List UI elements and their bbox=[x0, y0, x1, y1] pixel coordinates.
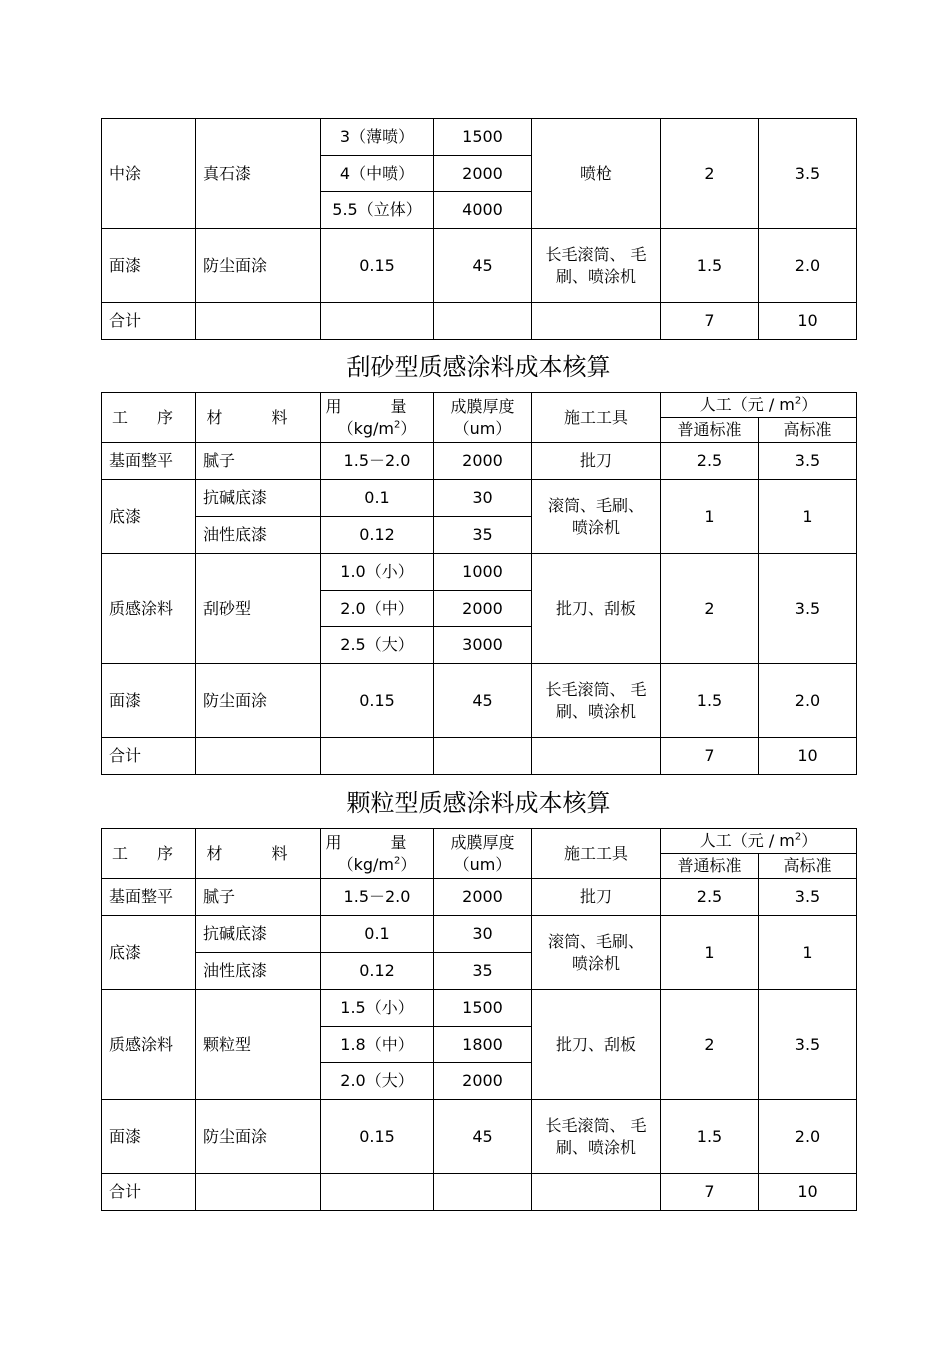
tool-line: 刷、喷涂机 bbox=[555, 701, 636, 721]
usage-cell: 1.0（小） bbox=[321, 554, 434, 591]
table-row bbox=[102, 1100, 857, 1174]
usage-cell: 1.5－2.0 bbox=[321, 443, 434, 480]
tool-cell: 批刀 bbox=[532, 879, 661, 916]
labor-high-cell: 1 bbox=[759, 916, 857, 990]
empty-cell bbox=[321, 303, 434, 340]
film-cell: 35 bbox=[434, 517, 532, 554]
stage-cell: 基面整平 bbox=[102, 879, 196, 916]
tool-line: 滚筒、毛刷、 bbox=[547, 931, 644, 951]
table-row bbox=[102, 879, 857, 916]
usage-cell: 3（薄喷） bbox=[321, 119, 434, 156]
labor-normal-cell: 1.5 bbox=[661, 229, 759, 303]
labor-normal-cell: 2 bbox=[661, 990, 759, 1100]
film-cell: 2000 bbox=[434, 591, 532, 627]
header-row bbox=[102, 829, 857, 854]
table-row bbox=[102, 480, 857, 517]
labor-high-cell: 2.0 bbox=[759, 664, 857, 738]
labor-high-cell: 3.5 bbox=[759, 443, 857, 480]
usage-cell: 5.5（立体） bbox=[321, 192, 434, 229]
tool-line: 长毛滚筒、 毛 bbox=[545, 1115, 647, 1135]
empty-cell bbox=[532, 738, 661, 775]
header-tool: 施工工具 bbox=[532, 829, 661, 879]
empty-cell bbox=[532, 303, 661, 340]
empty-cell bbox=[196, 1174, 321, 1211]
usage-cell: 2.0（中） bbox=[321, 591, 434, 627]
total-label-cell: 合计 bbox=[102, 738, 196, 775]
labor-normal-cell: 2.5 bbox=[661, 879, 759, 916]
material-cell: 防尘面涂 bbox=[196, 664, 321, 738]
tool-line: 刷、喷涂机 bbox=[555, 1137, 636, 1157]
header-text: 工 序 bbox=[111, 843, 186, 863]
usage-cell: 2.0（大） bbox=[321, 1063, 434, 1100]
header-film bbox=[434, 393, 532, 443]
material-cell: 颗粒型 bbox=[196, 990, 321, 1100]
header-text: （um） bbox=[453, 854, 512, 874]
tool-cell bbox=[532, 916, 661, 990]
film-cell: 30 bbox=[434, 480, 532, 517]
total-label-cell: 合计 bbox=[102, 303, 196, 340]
tool-line: 喷涂机 bbox=[571, 953, 620, 973]
labor-high-cell: 10 bbox=[759, 303, 857, 340]
header-normal: 普通标准 bbox=[661, 418, 759, 443]
film-cell: 4000 bbox=[434, 192, 532, 229]
material-cell: 腻子 bbox=[196, 443, 321, 480]
labor-high-cell: 3.5 bbox=[759, 879, 857, 916]
film-cell: 3000 bbox=[434, 627, 532, 664]
labor-high-cell: 1 bbox=[759, 480, 857, 554]
header-text: $(kg/m^2)$ bbox=[337, 854, 417, 874]
film-cell: 45 bbox=[434, 664, 532, 738]
tool-cell: 批刀、刮板 bbox=[532, 990, 661, 1100]
empty-cell bbox=[434, 1174, 532, 1211]
empty-cell bbox=[532, 1174, 661, 1211]
header-text: 用 量 bbox=[325, 832, 429, 852]
material-cell: 防尘面涂 bbox=[196, 1100, 321, 1174]
material-cell: 油性底漆 bbox=[196, 953, 321, 990]
usage-cell: 0.1 bbox=[321, 916, 434, 953]
header-material bbox=[196, 829, 321, 879]
material-cell: 腻子 bbox=[196, 879, 321, 916]
film-cell: 2000 bbox=[434, 443, 532, 480]
usage-cell: 0.12 bbox=[321, 517, 434, 554]
labor-high-cell: 3.5 bbox=[759, 119, 857, 229]
material-cell: 抗碱底漆 bbox=[196, 480, 321, 517]
header-high: 高标准 bbox=[759, 854, 857, 879]
empty-cell bbox=[321, 1174, 434, 1211]
header-usage bbox=[321, 393, 434, 443]
table-guasha bbox=[101, 392, 857, 775]
header-text: 用 量 bbox=[325, 396, 429, 416]
table-row bbox=[102, 303, 857, 340]
header-text: 成膜厚度 bbox=[450, 832, 515, 852]
header-normal: 普通标准 bbox=[661, 854, 759, 879]
table-row bbox=[102, 229, 857, 303]
usage-cell: 4（中喷） bbox=[321, 156, 434, 192]
empty-cell bbox=[321, 738, 434, 775]
labor-normal-cell: 2 bbox=[661, 119, 759, 229]
film-cell: 30 bbox=[434, 916, 532, 953]
tool-cell bbox=[532, 229, 661, 303]
usage-cell: 1.5（小） bbox=[321, 990, 434, 1027]
labor-normal-cell: 7 bbox=[661, 303, 759, 340]
stage-cell: 面漆 bbox=[102, 1100, 196, 1174]
tool-cell: 喷枪 bbox=[532, 119, 661, 229]
tool-cell bbox=[532, 664, 661, 738]
header-text: 材 料 bbox=[206, 843, 310, 863]
material-cell: 抗碱底漆 bbox=[196, 916, 321, 953]
header-material bbox=[196, 393, 321, 443]
table-row bbox=[102, 554, 857, 591]
table-row bbox=[102, 916, 857, 953]
empty-cell bbox=[196, 303, 321, 340]
stage-cell: 面漆 bbox=[102, 229, 196, 303]
film-cell: 1500 bbox=[434, 119, 532, 156]
header-film bbox=[434, 829, 532, 879]
film-cell: 35 bbox=[434, 953, 532, 990]
film-cell: 1500 bbox=[434, 990, 532, 1027]
film-cell: 2000 bbox=[434, 1063, 532, 1100]
header-tool: 施工工具 bbox=[532, 393, 661, 443]
header-labor: 人工（元 / $m^2$） bbox=[661, 393, 857, 418]
labor-normal-cell: 7 bbox=[661, 1174, 759, 1211]
header-stage bbox=[102, 393, 196, 443]
section-title: 刮砂型质感涂料成本核算 bbox=[346, 353, 611, 381]
total-label-cell: 合计 bbox=[102, 1174, 196, 1211]
labor-normal-cell: 2.5 bbox=[661, 443, 759, 480]
empty-cell bbox=[196, 738, 321, 775]
stage-cell: 中涂 bbox=[102, 119, 196, 229]
table-row bbox=[102, 443, 857, 480]
tool-cell bbox=[532, 1100, 661, 1174]
stage-cell: 基面整平 bbox=[102, 443, 196, 480]
tool-line: 喷涂机 bbox=[571, 517, 620, 537]
header-labor: 人工（元 / $m^2$） bbox=[661, 829, 857, 854]
usage-cell: 2.5（大） bbox=[321, 627, 434, 664]
film-cell: 45 bbox=[434, 229, 532, 303]
stage-cell: 质感涂料 bbox=[102, 990, 196, 1100]
tool-line: 长毛滚筒、 毛 bbox=[545, 679, 647, 699]
film-cell: 2000 bbox=[434, 879, 532, 916]
labor-normal-cell: 2 bbox=[661, 554, 759, 664]
tool-line: 长毛滚筒、 毛 bbox=[545, 244, 647, 264]
header-text: （um） bbox=[453, 418, 512, 438]
usage-cell: 0.1 bbox=[321, 480, 434, 517]
labor-normal-cell: 1 bbox=[661, 916, 759, 990]
table-zhenshiqi-continued bbox=[101, 118, 857, 340]
header-text: 工 序 bbox=[111, 407, 186, 427]
header-text: $(kg/m^2)$ bbox=[337, 418, 417, 438]
film-cell: 45 bbox=[434, 1100, 532, 1174]
stage-cell: 质感涂料 bbox=[102, 554, 196, 664]
table-row bbox=[102, 664, 857, 738]
header-row bbox=[102, 393, 857, 418]
film-cell: 1800 bbox=[434, 1027, 532, 1063]
film-cell: 1000 bbox=[434, 554, 532, 591]
usage-cell: 0.15 bbox=[321, 664, 434, 738]
stage-cell: 面漆 bbox=[102, 664, 196, 738]
section-title: 颗粒型质感涂料成本核算 bbox=[346, 789, 611, 817]
empty-cell bbox=[434, 738, 532, 775]
labor-high-cell: 2.0 bbox=[759, 229, 857, 303]
table-row bbox=[102, 738, 857, 775]
material-cell: 油性底漆 bbox=[196, 517, 321, 554]
tool-cell bbox=[532, 480, 661, 554]
labor-normal-cell: 1.5 bbox=[661, 1100, 759, 1174]
stage-cell: 底漆 bbox=[102, 916, 196, 990]
usage-cell: 1.5－2.0 bbox=[321, 879, 434, 916]
labor-high-cell: 3.5 bbox=[759, 554, 857, 664]
labor-normal-cell: 7 bbox=[661, 738, 759, 775]
empty-cell bbox=[434, 303, 532, 340]
table-row bbox=[102, 1174, 857, 1211]
material-cell: 真石漆 bbox=[196, 119, 321, 229]
labor-normal-cell: 1.5 bbox=[661, 664, 759, 738]
usage-cell: 1.8（中） bbox=[321, 1027, 434, 1063]
tool-cell: 批刀、刮板 bbox=[532, 554, 661, 664]
tool-line: 滚筒、毛刷、 bbox=[547, 495, 644, 515]
film-cell: 2000 bbox=[434, 156, 532, 192]
tool-line: 刷、喷涂机 bbox=[555, 266, 636, 286]
material-cell: 刮砂型 bbox=[196, 554, 321, 664]
header-text: 材 料 bbox=[206, 407, 310, 427]
labor-normal-cell: 1 bbox=[661, 480, 759, 554]
labor-high-cell: 3.5 bbox=[759, 990, 857, 1100]
stage-cell: 底漆 bbox=[102, 480, 196, 554]
usage-cell: 0.15 bbox=[321, 1100, 434, 1174]
labor-high-cell: 10 bbox=[759, 738, 857, 775]
header-high: 高标准 bbox=[759, 418, 857, 443]
header-text: 成膜厚度 bbox=[450, 396, 515, 416]
material-cell: 防尘面涂 bbox=[196, 229, 321, 303]
usage-cell: 0.15 bbox=[321, 229, 434, 303]
usage-cell: 0.12 bbox=[321, 953, 434, 990]
table-row bbox=[102, 990, 857, 1027]
labor-high-cell: 2.0 bbox=[759, 1100, 857, 1174]
table-keli bbox=[101, 828, 857, 1211]
header-usage bbox=[321, 829, 434, 879]
header-stage bbox=[102, 829, 196, 879]
labor-high-cell: 10 bbox=[759, 1174, 857, 1211]
table-row bbox=[102, 119, 857, 156]
tool-cell: 批刀 bbox=[532, 443, 661, 480]
